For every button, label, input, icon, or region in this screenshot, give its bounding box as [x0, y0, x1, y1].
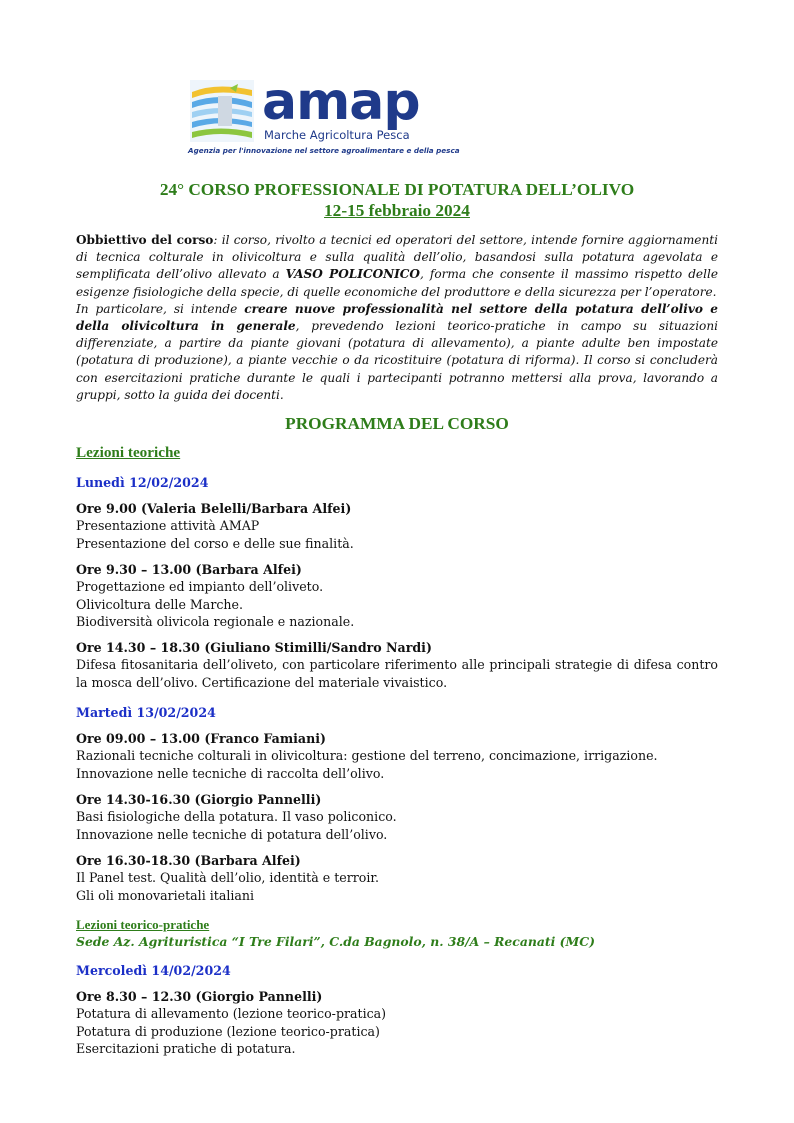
practice-venue: Sede Az. Agrituristica “I Tre Filari”, C.da Bagnolo, n. 38/A – Recanati (MC): [76, 934, 595, 949]
logo-wordmark: amap: [262, 72, 420, 132]
objective-paragraph: [76, 232, 718, 301]
amap-logo-mark-icon: [186, 78, 258, 146]
session-line: Potatura di produzione (lezione teorico-pratica): [76, 1023, 380, 1039]
session-7: [76, 988, 718, 1058]
details-text-b: , prevedendo lezioni teorico-pratiche in campo su situazioni differenziate, a partire da piante giovani (potatura di allevamento), a piante adulte ben impostate (potatura di produzione), a piante vecchie o da ricostituire (potatura di riforma). Il corso si concluderà con esercitazioni pratiche durante le quali i partecipanti potranno mettersi alla prova, lavorando a gruppi, sotto la guida dei docenti.: [76, 319, 718, 402]
section-practice: Lezioni teorico-pratiche: [76, 917, 210, 932]
logo-subtitle: Marche Agricoltura Pesca: [264, 128, 410, 142]
day-wednesday: Mercoledì 14/02/2024: [76, 963, 231, 978]
amap-logo: [186, 72, 546, 162]
section-theory: Lezioni teoriche: [76, 444, 181, 461]
session-line: Gli oli monovarietali italiani: [76, 887, 255, 903]
day-tuesday: Martedì 13/02/2024: [76, 705, 216, 720]
day-monday: Lunedì 12/02/2024: [76, 475, 209, 490]
session-line: Olivicoltura delle Marche.: [76, 596, 243, 612]
session-line: Basi fisiologiche della potatura. Il vaso policonico.: [76, 809, 397, 825]
session-line: Razionali tecniche colturali in olivicoltura: gestione del terreno, concimazione, irrigazione.: [76, 748, 658, 764]
logo-tagline: Agenzia per l'innovazione nel settore agroalimentare e della pesca: [188, 146, 460, 155]
session-line: Biodiversità olivicola regionale e nazionale.: [76, 614, 355, 630]
session-line: Presentazione del corso e delle sue finalità.: [76, 535, 354, 551]
objective-bold: VASO POLICONICO: [285, 267, 420, 282]
session-line: Il Panel test. Qualità dell’olio, identità e terroir.: [76, 870, 380, 886]
session-4: [76, 730, 718, 782]
details-bold: creare nuove professionalità nel settore della potatura dell’olivo e della olivicoltura in generale: [76, 301, 718, 334]
objective-text-a: : il corso, rivolto a tecnici ed operatori del settore, intende fornire aggiornamenti di tecnica colturale in olivicoltura e sulla qualità dell’olio, basandosi sulla potatura agevolata e semplificata dell’olivo allevato a: [76, 233, 718, 282]
session-time: Ore 16.30-18.30 (Barbara Alfei): [76, 853, 301, 868]
session-line: Presentazione attività AMAP: [76, 518, 260, 534]
course-title: 24° CORSO PROFESSIONALE DI POTATURA DELL’OLIVO: [159, 180, 635, 199]
session-line: Innovazione nelle tecniche di raccolta dell’olivo.: [76, 765, 385, 781]
session-line: Potatura di allevamento (lezione teorico-pratica): [76, 1006, 387, 1022]
session-5: [76, 791, 718, 843]
objective-label: Obbiettivo del corso: [76, 233, 214, 247]
session-line: Esercitazioni pratiche di potatura.: [76, 1041, 296, 1057]
program-title: PROGRAMMA DEL CORSO: [285, 414, 509, 433]
session-6: [76, 852, 718, 904]
session-time: Ore 14.30 – 18.30 (Giuliano Stimilli/Sandro Nardi): [76, 640, 432, 655]
session-line: Innovazione nelle tecniche di potatura dell’olivo.: [76, 826, 388, 842]
session-time: Ore 9.00 (Valeria Belelli/Barbara Alfei): [76, 501, 352, 516]
objective-text-b: , forma che consente il massimo rispetto delle esigenze fisiologiche della specie, di quelle economiche del produttore e della sicurezza per l’operatore.: [76, 267, 718, 299]
session-2: [76, 561, 718, 631]
course-dates: 12-15 febbraio 2024: [324, 201, 470, 220]
session-time: Ore 9.30 – 13.00 (Barbara Alfei): [76, 562, 302, 577]
session-3: [76, 639, 718, 691]
session-time: Ore 14.30-16.30 (Giorgio Pannelli): [76, 792, 322, 807]
session-line: Difesa fitosanitaria dell’oliveto, con particolare riferimento alle principali strategie di difesa contro la mosca dell’olivo. Certificazione del materiale vivaistico.: [76, 657, 718, 690]
session-time: Ore 8.30 – 12.30 (Giorgio Pannelli): [76, 989, 323, 1004]
details-paragraph: [76, 301, 718, 404]
session-1: [76, 500, 718, 552]
session-time: Ore 09.00 – 13.00 (Franco Famiani): [76, 731, 326, 746]
session-line: Progettazione ed impianto dell’oliveto.: [76, 579, 324, 595]
course-description: [76, 232, 718, 404]
details-text-a: In particolare, si intende: [76, 301, 245, 316]
